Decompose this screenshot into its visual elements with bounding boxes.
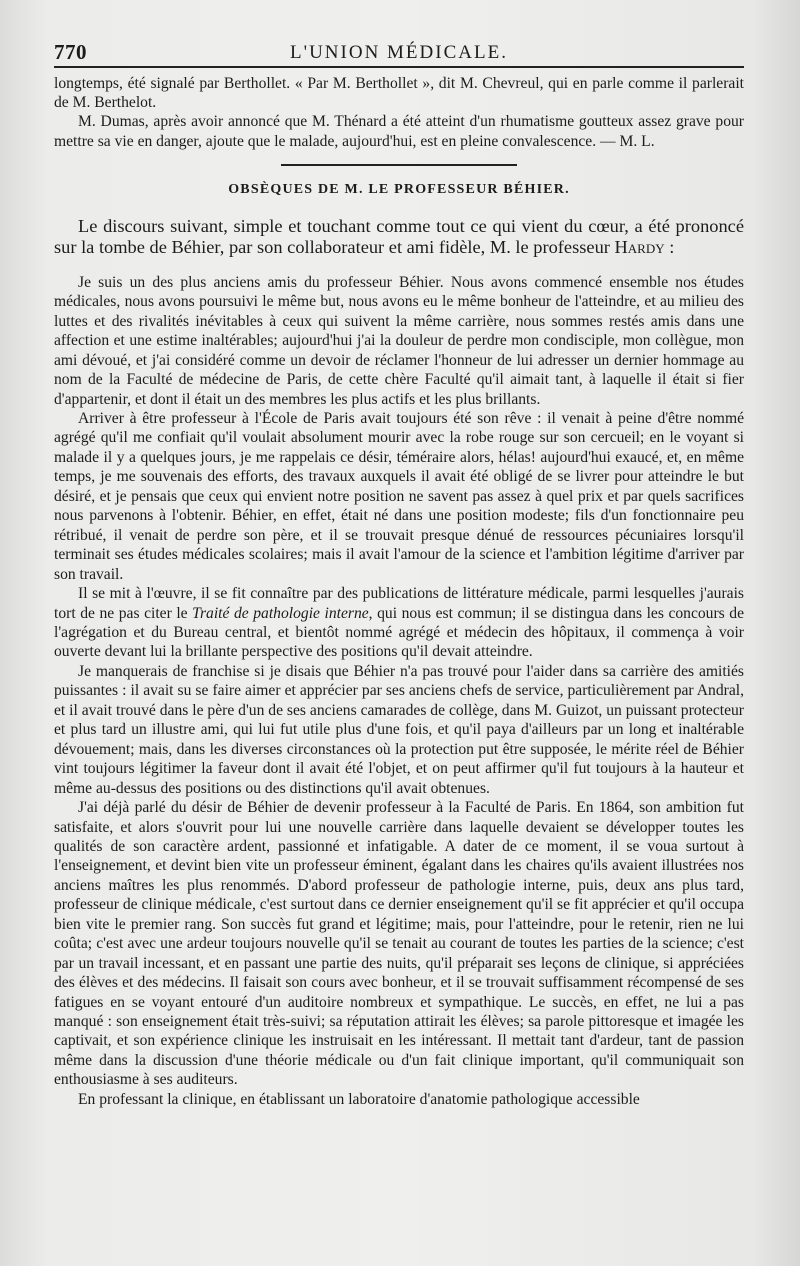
paragraph-berthollet: longtemps, été signalé par Berthollet. « Par M. Berthollet », dit M. Chevreul, qui en parle comme il parlerait de M. Berthelot. — [54, 75, 744, 112]
speech-paragraph-3-end: , qui nous est commun; il se distingua dans les concours de l'agrégation et du Bureau central, et bientôt nommé agrégé et médecin des hôpitaux, il commença à voir ouverte devant lui la brillante perspective des positions qu'il devait atteindre. — [54, 604, 745, 661]
intro-paragraph — [54, 216, 744, 259]
paragraph-dumas-text: M. Dumas, après avoir annoncé que M. Thénard a été atteint d'un rhumatisme goutteux assez grave pour mettre sa vie en danger, ajoute que le malade, aujourd'hui, est en pleine convalescence. — — [54, 113, 744, 150]
book-title: Traité de pathologie interne — [192, 604, 369, 622]
speech-paragraph-6: En professant la clinique, en établissant un laboratoire d'anatomie pathologique accessible — [78, 1090, 640, 1108]
intro-suffix: : — [664, 237, 675, 258]
speech-paragraph-5: J'ai déjà parlé du désir de Béhier de devenir professeur à la Faculté de Paris. En 1864, son ambition fut satisfaite, et alors s'ouvrit pour lui une nouvelle carrière dans laquelle devaient se développer toutes les qualités de son caractère ardent, passionné et infatigable. A dater de ce moment, il se voua surtout à l'enseignement, et devint bien vite un professeur éminent, égalant dans les chaires qu'ils avaient illustrées nos anciens maîtres les plus renommés. D'abord professeur de pathologie interne, puis, deux ans plus tard, professeur de clinique médicale, c'est surtout dans ce dernier enseignement qu'il se fit apprécier et qu'il occupa bien vite le premier rang. Son succès fut grand et légitime; mais, pour l'atteindre, pour le retenir, rien ne lui coûta; c'est avec une ardeur toujours nouvelle qu'il se tenait au courant de toutes les parties de la science; c'est par un travail incessant, et en passant une partie des nuits, qu'il préparait ses leçons de clinique, si appréciées des élèves et des médecins. Il faisait son cours avec bonheur, et il se trouvait suffisamment récompensé de ses fatigues en se voyant entouré d'un auditoire nombreux et sympathique. Le succès, en effet, ne lui a pas manqué : son enseignement était très-suivi; sa réputation attirait les élèves; sa parole pittoresque et imagée les captivait, et son expérience clinique les instruisait en les intéressant. Il mettait tant d'ardeur, tant de passion même dans la discussion d'une théorie médicale ou d'un fait clinique important, qu'il communiquait son enthousiasme à ses auditeurs. — [54, 799, 744, 1089]
section-title: OBSÈQUES DE M. LE PROFESSEUR BÉHIER. — [228, 181, 570, 197]
speech-paragraph-4: Je manquerais de franchise si je disais que Béhier n'a pas trouvé pour l'aider dans sa carrière des amitiés puissantes : il avait su se faire aimer et apprécier par ses anciens chefs de service, particulièrement par Andral, et il avait trouvé dans le père d'un de ses anciens camarades de collège, dans M. Guizot, un puissant protecteur et plus tard un illustre ami, qui lui fut utile plus d'une fois, et qu'il paya d'ailleurs par un long et inaltérable dévouement; mais, dans les diverses circonstances où la protection put être supposée, le mérite réel de Béhier vint toujours légitimer la faveur dont il avait été l'objet, et on peut affirmer qu'il fut toujours à la hauteur et même au-dessus des positions ou des distinctions qu'il avait obtenues. — [54, 662, 744, 797]
intro-text: Le discours suivant, simple et touchant comme tout ce qui vient du cœur, a été prononcé sur la tombe de Béhier, par son collaborateur et ami fidèle, M. le professeur — [54, 215, 744, 258]
page-header — [54, 36, 744, 68]
speech-paragraph-2: Arriver à être professeur à l'École de Paris avait toujours été son rêve : il venait à peine d'être nommé agrégé qu'il me confiait qu'il voulait absolument mourir avec la robe rouge sur son cercueil; en le voyant si malade il y a quelques jours, je me rappelais ce désir, téméraire alors, hélas! aujourd'hui exaucé, et, en même temps, je me souvenais des efforts, des travaux auxquels il avait été obligé de se livrer pour atteindre le but désiré, et je pensais que ceux qui envient notre position ne savent pas assez à quel prix et par quels sacrifices nous parvenons à l'obtenir. Béhier, en effet, était né dans une position modeste; fils d'un fonctionnaire peu rétribué, il venait de perdre son père, et il se trouvait presque dénué de ressources pécuniaires lorsqu'il terminait ses études médicales scolaires; mais il avait l'amour de la science et l'ambition légitime d'arriver par son travail. — [54, 409, 744, 583]
previous-article-end — [54, 74, 744, 151]
running-title: L'UNION MÉDICALE. — [290, 42, 508, 63]
speech-paragraph-3-start: Il se mit à l'œuvre, il se fit connaître par des publications de littérature médicale, parmi lesquelles j'aurais tort de ne pas citer le — [54, 585, 744, 622]
page-number: 770 — [54, 40, 87, 64]
speaker-name: Hardy — [614, 237, 665, 258]
speech-paragraph-3 — [54, 584, 744, 662]
author-signature: M. L. — [619, 132, 655, 150]
funeral-speech — [54, 273, 744, 1109]
paragraph-dumas — [54, 112, 744, 150]
speech-paragraph-1: Je suis un des plus anciens amis du professeur Béhier. Nous avons commencé ensemble nos études médicales, nous avons poursuivi le même but, nous avons eu le même bonheur de l'atteindre, et au milieu des luttes et des rivalités inévitables à ceux qui suivent la même carrière, nous sommes restés amis dans une affection et une estime inaltérables; aujourd'hui j'ai la douleur de perdre mon condisciple, mon collègue, mon ami dévoué, et j'ai considéré comme un devoir de réclamer l'honneur de lui adresser un dernier hommage au nom de la Faculté de médecine de Paris, de cette chère Faculté qu'il aimait tant, à laquelle il était si fier d'appartenir, et dont il était un des membres les plus actifs et les plus brillants. — [54, 273, 744, 408]
section-divider — [281, 164, 517, 166]
